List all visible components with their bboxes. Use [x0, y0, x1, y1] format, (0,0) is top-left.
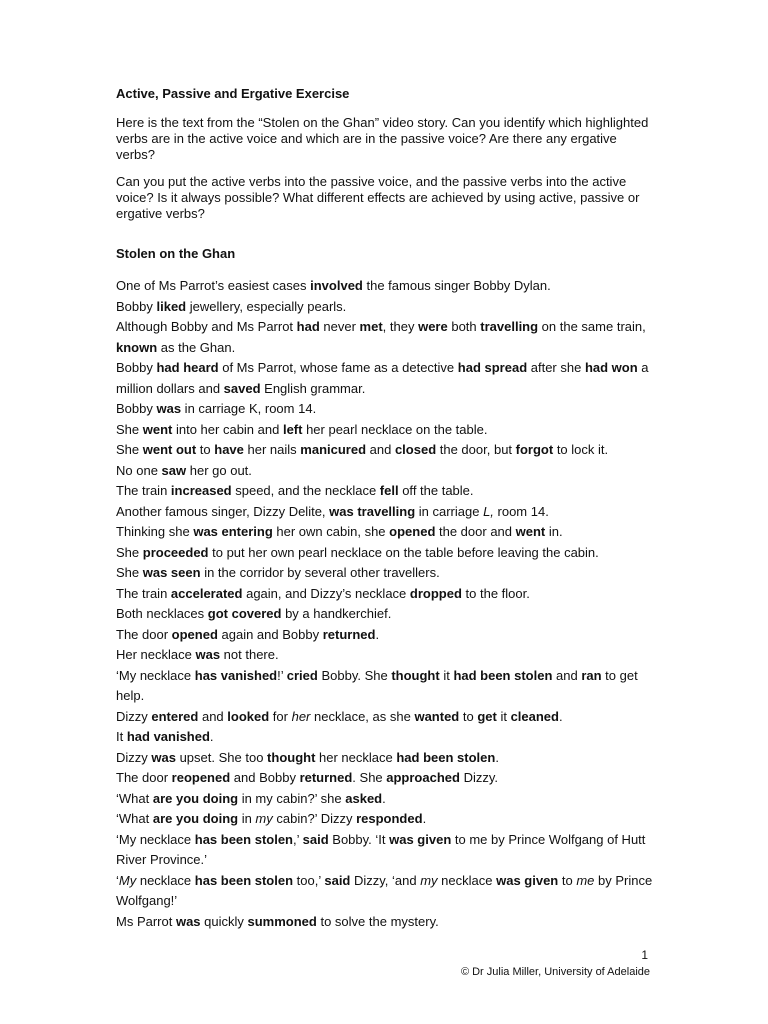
highlighted-verb: was given [389, 831, 452, 847]
story-text-segment: Dizzy, ‘and [350, 872, 421, 888]
story-text-segment: ‘My necklace [116, 831, 195, 847]
story-text-segment: Ms Parrot [116, 913, 176, 929]
story-line [116, 297, 656, 318]
story-text-segment: . [495, 749, 499, 765]
highlighted-verb: had been stolen [453, 667, 553, 683]
story-text-segment: Thinking she [116, 524, 194, 539]
story-text-segment: in the corridor by several other travellers. [200, 565, 440, 580]
story-text-segment: Both necklaces [116, 606, 208, 621]
story-text-segment: the famous singer Bobby Dylan. [362, 278, 551, 293]
emphasis-text: her [291, 708, 311, 724]
emphasis-text: me [576, 872, 595, 888]
highlighted-verb: was [156, 401, 182, 416]
story-text-segment: and Bobby [230, 770, 300, 785]
story-text-segment: Another famous singer, Dizzy Delite, [116, 503, 330, 519]
highlighted-verb: entered [151, 708, 199, 724]
story-text-segment: The train [116, 585, 171, 601]
story-text-segment: to [196, 442, 215, 457]
story-text-segment: and [198, 708, 228, 724]
highlighted-verb: left [282, 421, 303, 437]
story-text-segment: quickly [200, 913, 248, 929]
highlighted-verb: has been stolen [194, 831, 293, 847]
highlighted-verb: was seen [142, 565, 201, 580]
story-text-segment: her go out. [186, 462, 252, 478]
highlighted-verb: thought [391, 667, 440, 683]
page-number: 1 [641, 948, 648, 962]
story-line [116, 317, 656, 358]
story-line [116, 584, 656, 605]
story-text-segment: necklace [136, 872, 195, 888]
story-line [116, 481, 656, 502]
story-text-segment: Dizzy. [459, 770, 498, 785]
highlighted-verb: cried [286, 667, 318, 683]
intro-paragraph-2: Can you put the active verbs into the passive voice, and the passive verbs into the active voice? Is it always possible? What different effects are achieved by using active, passive or ergative verbs? [116, 174, 640, 221]
story-text-segment: It [116, 729, 127, 744]
story-line [116, 789, 656, 810]
story-line [116, 768, 656, 789]
story-text-segment: One of Ms Parrot’s easiest cases [116, 278, 311, 293]
highlighted-verb: opened [389, 524, 436, 539]
story-line [116, 707, 656, 728]
story-text-segment: English grammar. [260, 380, 366, 396]
highlighted-verb: got covered [207, 606, 282, 621]
highlighted-verb: had vanished [126, 729, 210, 744]
highlighted-verb: returned [322, 626, 376, 642]
story-text-segment: She [116, 544, 143, 560]
emphasis-text: my [255, 811, 273, 826]
story-line [116, 563, 656, 584]
highlighted-verb: proceeded [142, 544, 209, 560]
story-text-segment: Dizzy [116, 749, 152, 765]
story-line [116, 748, 656, 769]
emphasis-text: my [420, 872, 438, 888]
story-line [116, 543, 656, 564]
story-text-segment: Bobby. She [317, 667, 392, 683]
story-text-segment: to the floor. [461, 585, 530, 601]
highlighted-verb: closed [394, 442, 437, 457]
highlighted-verb: was entering [193, 524, 273, 539]
story-text-segment: cabin?’ Dizzy [272, 811, 357, 826]
story-text-segment: . [422, 811, 427, 826]
story-line [116, 358, 656, 399]
story-text-segment: ‘What [116, 811, 153, 826]
highlighted-verb: known [116, 339, 158, 355]
highlighted-verb: liked [156, 298, 187, 314]
story-text-segment: . [558, 708, 563, 724]
story-text-segment: necklace [437, 872, 497, 888]
story-text-segment: Bobby. ‘It [328, 831, 390, 847]
highlighted-verb: had heard [156, 360, 219, 375]
highlighted-verb: responded [356, 811, 423, 826]
story-text-segment: of Ms Parrot, whose fame as a detective [218, 360, 458, 375]
highlighted-verb: ran [581, 667, 602, 683]
copyright-footer: © Dr Julia Miller, University of Adelaide [460, 966, 650, 978]
story-text-segment: The train [116, 483, 171, 498]
story-text-segment: to put her own pearl necklace on the table before leaving the cabin. [208, 544, 599, 560]
story-text-segment: She [116, 421, 143, 437]
story-line [116, 502, 656, 523]
highlighted-verb: have [214, 442, 244, 457]
story-text-segment: She [116, 442, 143, 457]
story-line [116, 522, 656, 543]
story-line [116, 871, 656, 912]
story-text-segment: again and Bobby [217, 626, 323, 642]
highlighted-verb: had won [584, 360, 638, 375]
story-text-segment: ‘What [116, 790, 153, 806]
highlighted-verb: said [324, 872, 351, 888]
highlighted-verb: had [296, 319, 320, 334]
story-text-segment: her own cabin, she [272, 524, 390, 539]
highlighted-verb: went [142, 421, 173, 437]
highlighted-verb: wanted [414, 708, 460, 724]
highlighted-verb: was [175, 913, 201, 929]
highlighted-verb: had been stolen [396, 749, 496, 765]
story-text [116, 276, 656, 932]
story-text-segment: ‘ [116, 872, 119, 888]
highlighted-verb: forgot [515, 442, 554, 457]
highlighted-verb: involved [310, 278, 363, 293]
story-text-segment: Bobby [116, 360, 157, 375]
highlighted-verb: went [515, 524, 546, 539]
story-line [116, 461, 656, 482]
emphasis-text: My [118, 872, 137, 888]
highlighted-verb: fell [379, 483, 399, 498]
story-text-segment: , they [382, 319, 419, 334]
story-text-segment: She [116, 565, 143, 580]
story-text-segment: Her necklace [116, 647, 196, 662]
story-text-segment: to me by Prince Wolfgang of Hutt River Province.’ [116, 831, 646, 867]
story-text-segment: her necklace [315, 749, 397, 765]
highlighted-verb: thought [267, 749, 316, 765]
story-text-segment: in carriage K, room 14. [181, 401, 317, 416]
story-text-segment: and [366, 442, 395, 457]
intro-paragraph-1: Here is the text from the “Stolen on the Ghan” video story. Can you identify which highlighted verbs are in the active voice and which are in the passive voice? Are there any ergative verbs? [116, 115, 649, 162]
highlighted-verb: approached [386, 770, 460, 785]
highlighted-verb: accelerated [170, 585, 243, 601]
highlighted-verb: was [195, 647, 221, 662]
story-line [116, 625, 656, 646]
story-text-segment: upset. She too [175, 749, 268, 765]
story-text-segment: . [375, 626, 380, 642]
story-text-segment: to solve the mystery. [316, 913, 439, 929]
highlighted-verb: manicured [300, 442, 367, 457]
highlighted-verb: get [477, 708, 497, 724]
highlighted-verb: opened [171, 626, 218, 642]
story-line [116, 830, 656, 871]
document-page [116, 0, 656, 1024]
story-text-segment: by a handkerchief. [281, 606, 392, 621]
story-text-segment: her pearl necklace on the table. [302, 421, 488, 437]
story-text-segment: on the same train, [538, 319, 646, 334]
exercise-heading: Active, Passive and Ergative Exercise [116, 86, 350, 101]
highlighted-verb: saved [223, 380, 261, 396]
highlighted-verb: went out [142, 442, 197, 457]
story-text-segment: ‘My necklace [116, 667, 195, 683]
highlighted-verb: asked [345, 790, 383, 806]
story-line [116, 912, 656, 933]
highlighted-verb: saw [161, 462, 187, 478]
story-text-segment: it [439, 667, 454, 683]
story-text-segment: after she [527, 360, 585, 375]
story-text-segment: Dizzy [116, 708, 152, 724]
story-text-segment: in [238, 811, 256, 826]
story-line [116, 440, 656, 461]
story-text-segment: Although Bobby and Ms Parrot [116, 319, 297, 334]
highlighted-verb: was travelling [329, 503, 416, 519]
story-text-segment: to [459, 708, 478, 724]
highlighted-verb: dropped [409, 585, 462, 601]
story-line [116, 727, 656, 748]
story-text-segment: the door and [435, 524, 516, 539]
story-text-segment: never [319, 319, 360, 334]
story-text-segment: to lock it. [553, 442, 609, 457]
story-text-segment: in my cabin?’ she [238, 790, 346, 806]
story-text-segment: by Prince Wolfgang!’ [116, 872, 653, 908]
story-text-segment: in. [545, 524, 563, 539]
story-text-segment: Bobby [116, 298, 157, 314]
story-text-segment: room 14. [493, 503, 549, 519]
story-text-segment: off the table. [398, 483, 474, 498]
story-text-segment: and [552, 667, 582, 683]
story-title: Stolen on the Ghan [116, 246, 236, 261]
story-text-segment: ,’ [293, 831, 303, 847]
story-text-segment: !’ [277, 667, 287, 683]
story-text-segment: to get help. [116, 667, 638, 703]
highlighted-verb: were [418, 319, 448, 334]
story-line [116, 666, 656, 707]
story-text-segment: again, and Dizzy’s necklace [242, 585, 410, 601]
highlighted-verb: has vanished [194, 667, 278, 683]
highlighted-verb: returned [299, 770, 353, 785]
story-text-segment: it [496, 708, 511, 724]
highlighted-verb: are you doing [152, 790, 239, 806]
highlighted-verb: reopened [171, 770, 231, 785]
story-text-segment: into her cabin and [172, 421, 283, 437]
story-line [116, 645, 656, 666]
story-line [116, 809, 656, 830]
story-text-segment: speed, and the necklace [231, 483, 380, 498]
story-text-segment: The door [116, 770, 172, 785]
emphasis-text: L, [483, 503, 494, 519]
story-text-segment: not there. [220, 647, 279, 662]
highlighted-verb: was [151, 749, 176, 765]
story-text-segment: too,’ [293, 872, 325, 888]
highlighted-verb: has been stolen [194, 872, 294, 888]
highlighted-verb: had spread [457, 360, 528, 375]
story-text-segment: The door [116, 626, 172, 642]
story-text-segment: in carriage [415, 503, 484, 519]
highlighted-verb: was given [496, 872, 559, 888]
story-line [116, 604, 656, 625]
story-text-segment: as the Ghan. [157, 339, 236, 355]
story-text-segment: . [382, 790, 386, 806]
highlighted-verb: are you doing [152, 811, 239, 826]
highlighted-verb: cleaned [510, 708, 559, 724]
story-line [116, 420, 656, 441]
story-line [116, 399, 656, 420]
story-text-segment: No one [116, 462, 162, 478]
highlighted-verb: increased [170, 483, 232, 498]
story-text-segment: both [447, 319, 481, 334]
story-text-segment: the door, but [436, 442, 516, 457]
highlighted-verb: travelling [480, 319, 539, 334]
highlighted-verb: said [302, 831, 329, 847]
story-text-segment: . [209, 729, 214, 744]
story-text-segment: Bobby [116, 401, 157, 416]
story-text-segment: for [269, 708, 292, 724]
story-text-segment: necklace, as she [310, 708, 415, 724]
highlighted-verb: looked [227, 708, 270, 724]
highlighted-verb: summoned [247, 913, 317, 929]
story-text-segment: her nails [243, 442, 301, 457]
story-line [116, 276, 656, 297]
story-text-segment: . She [352, 770, 387, 785]
highlighted-verb: met [359, 319, 383, 334]
story-text-segment: to [558, 872, 577, 888]
story-text-segment: jewellery, especially pearls. [186, 298, 347, 314]
story-text-segment: a million dollars and [116, 360, 649, 396]
